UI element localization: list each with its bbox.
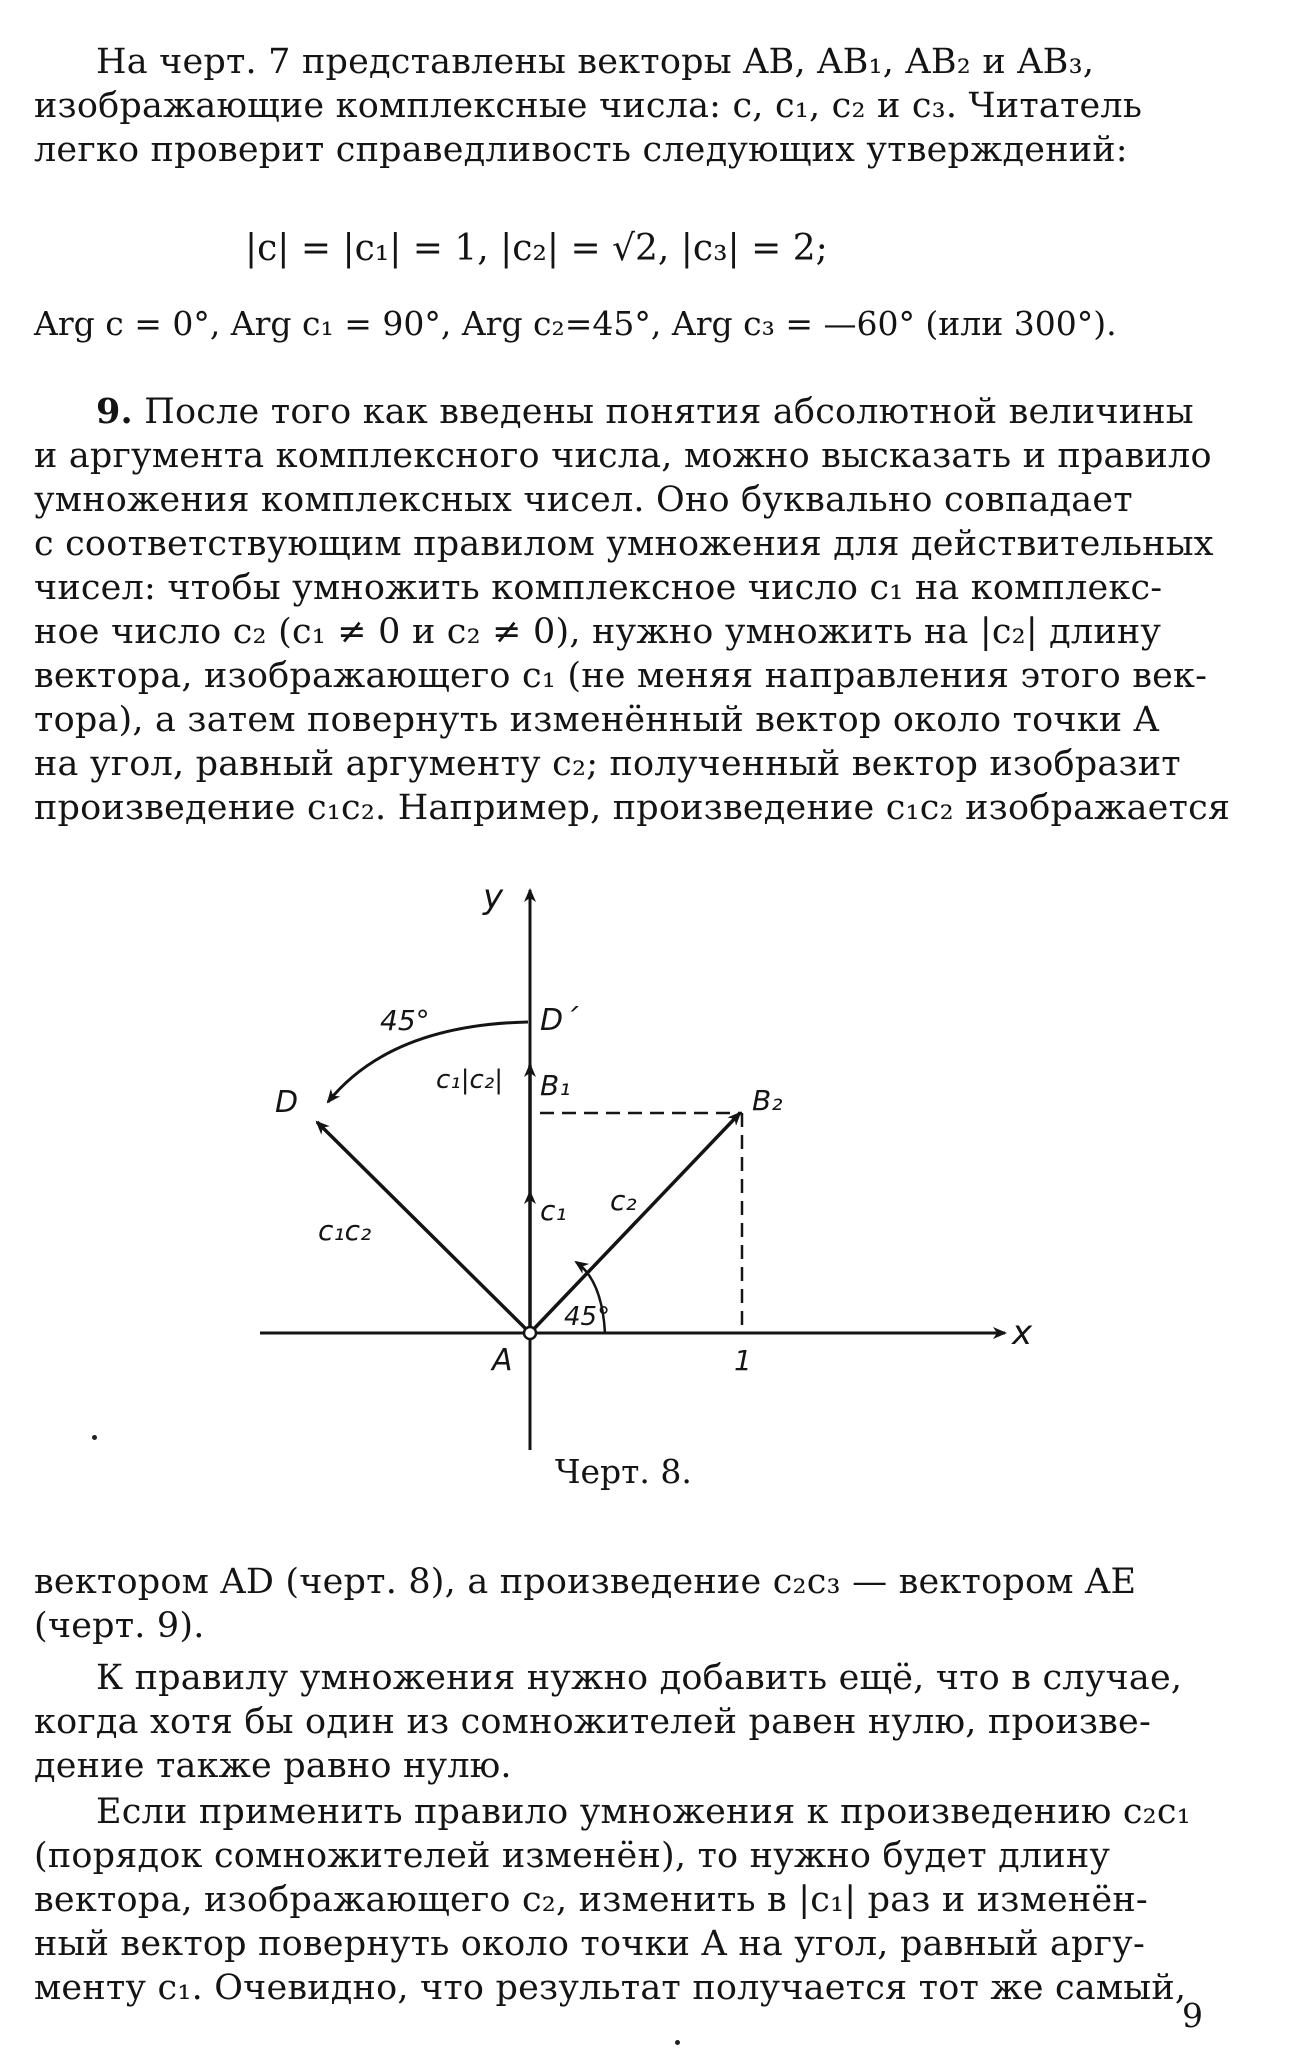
text-line: изображающие комплексные числа: c, c₁, c₂ и c₃. Читатель — [34, 86, 1143, 126]
text-line: (черт. 9). — [34, 1606, 205, 1646]
label-angle-45-bottom: 45° — [564, 1302, 611, 1332]
text-line: тора), а затем повернуть изменённый вектор около точки A — [34, 700, 1160, 740]
text-line: ный вектор повернуть около точки A на угол, равный аргу- — [34, 1924, 1145, 1964]
text-line: вектора, изображающего c₂, изменить в |c₁| раз и изменён- — [34, 1880, 1148, 1920]
label-A: A — [492, 1343, 513, 1378]
vector-diagram — [240, 870, 1040, 1450]
label-x: x — [1012, 1313, 1033, 1353]
section-9-paragraph — [34, 390, 1231, 830]
text-line: К правилу умножения нужно добавить ещё, что в случае, — [96, 1658, 1183, 1698]
figure-caption: Черт. 8. — [555, 1452, 692, 1491]
label-D-prime: D´ — [540, 1003, 579, 1038]
text-line: когда хотя бы один из сомножителей равен нулю, произве- — [34, 1702, 1151, 1742]
text-line: Если применить правило умножения к произведению c₂c₁ — [96, 1792, 1191, 1832]
label-B2: B₂ — [752, 1084, 783, 1117]
label-one: 1 — [734, 1344, 752, 1377]
text-line: с соответствующим правилом умножения для действительных — [34, 524, 1214, 564]
origin-point — [524, 1327, 536, 1339]
text-line: на угол, равный аргументу c₂; полученный вектор изобразит — [34, 744, 1181, 784]
page-number: 9 — [1182, 1996, 1203, 2035]
text-line: (порядок сомножителей изменён), то нужно будет длину — [34, 1836, 1111, 1876]
label-B1: B₁ — [540, 1069, 571, 1102]
label-angle-45-top: 45° — [380, 1004, 430, 1037]
formula-absolute-values: |c| = |c₁| = 1, |c₂| = √2, |c₃| = 2; — [245, 228, 828, 269]
text-line: вектора, изображающего c₁ (не меняя направления этого век- — [34, 656, 1208, 696]
paragraph-intro — [34, 40, 1214, 172]
text-line: ное число c₂ (c₁ ≠ 0 и c₂ ≠ 0), нужно умножить на |c₂| длину — [34, 612, 1162, 652]
text-line: умножения комплексных чисел. Оно буквально совпадает — [34, 480, 1133, 520]
paragraph-vector-ad — [34, 1560, 1214, 1648]
text-line: После того как введены понятия абсолютной величины — [144, 392, 1194, 432]
label-c1c2: c₁c₂ — [318, 1214, 372, 1247]
label-c1-abs-c2: c₁|c₂| — [436, 1065, 503, 1095]
print-speck — [92, 1435, 97, 1440]
print-speck — [675, 2040, 680, 2045]
text-line: дение также равно нулю. — [34, 1746, 512, 1786]
text-line: легко проверит справедливость следующих утверждений: — [34, 130, 1128, 170]
label-c2: c₂ — [610, 1184, 637, 1217]
section-number: 9. — [96, 391, 133, 432]
text-line: вектором AD (черт. 8), а произведение c₂c₃ — вектором AE — [34, 1562, 1137, 1602]
paragraph-zero-rule — [34, 1656, 1214, 1788]
text-line: менту c₁. Очевидно, что результат получается тот же самый, — [34, 1968, 1187, 2008]
text-line: и аргумента комплексного числа, можно высказать и правило — [34, 436, 1212, 476]
label-c1: c₁ — [540, 1194, 567, 1227]
label-D: D — [275, 1085, 299, 1120]
text-line: чисел: чтобы умножить комплексное число c₁ на комплекс- — [34, 568, 1163, 608]
label-y: y — [483, 877, 504, 917]
paragraph-commutativity — [34, 1790, 1214, 2010]
text-line: На черт. 7 представлены векторы AB, AB₁, AB₂ и AB₃, — [96, 42, 1095, 82]
formula-arguments: Arg c = 0°, Arg c₁ = 90°, Arg c₂=45°, Arg c₃ = —60° (или 300°). — [34, 304, 1117, 343]
text-line: произведение c₁c₂. Например, произведение c₁c₂ изображается — [34, 788, 1231, 828]
